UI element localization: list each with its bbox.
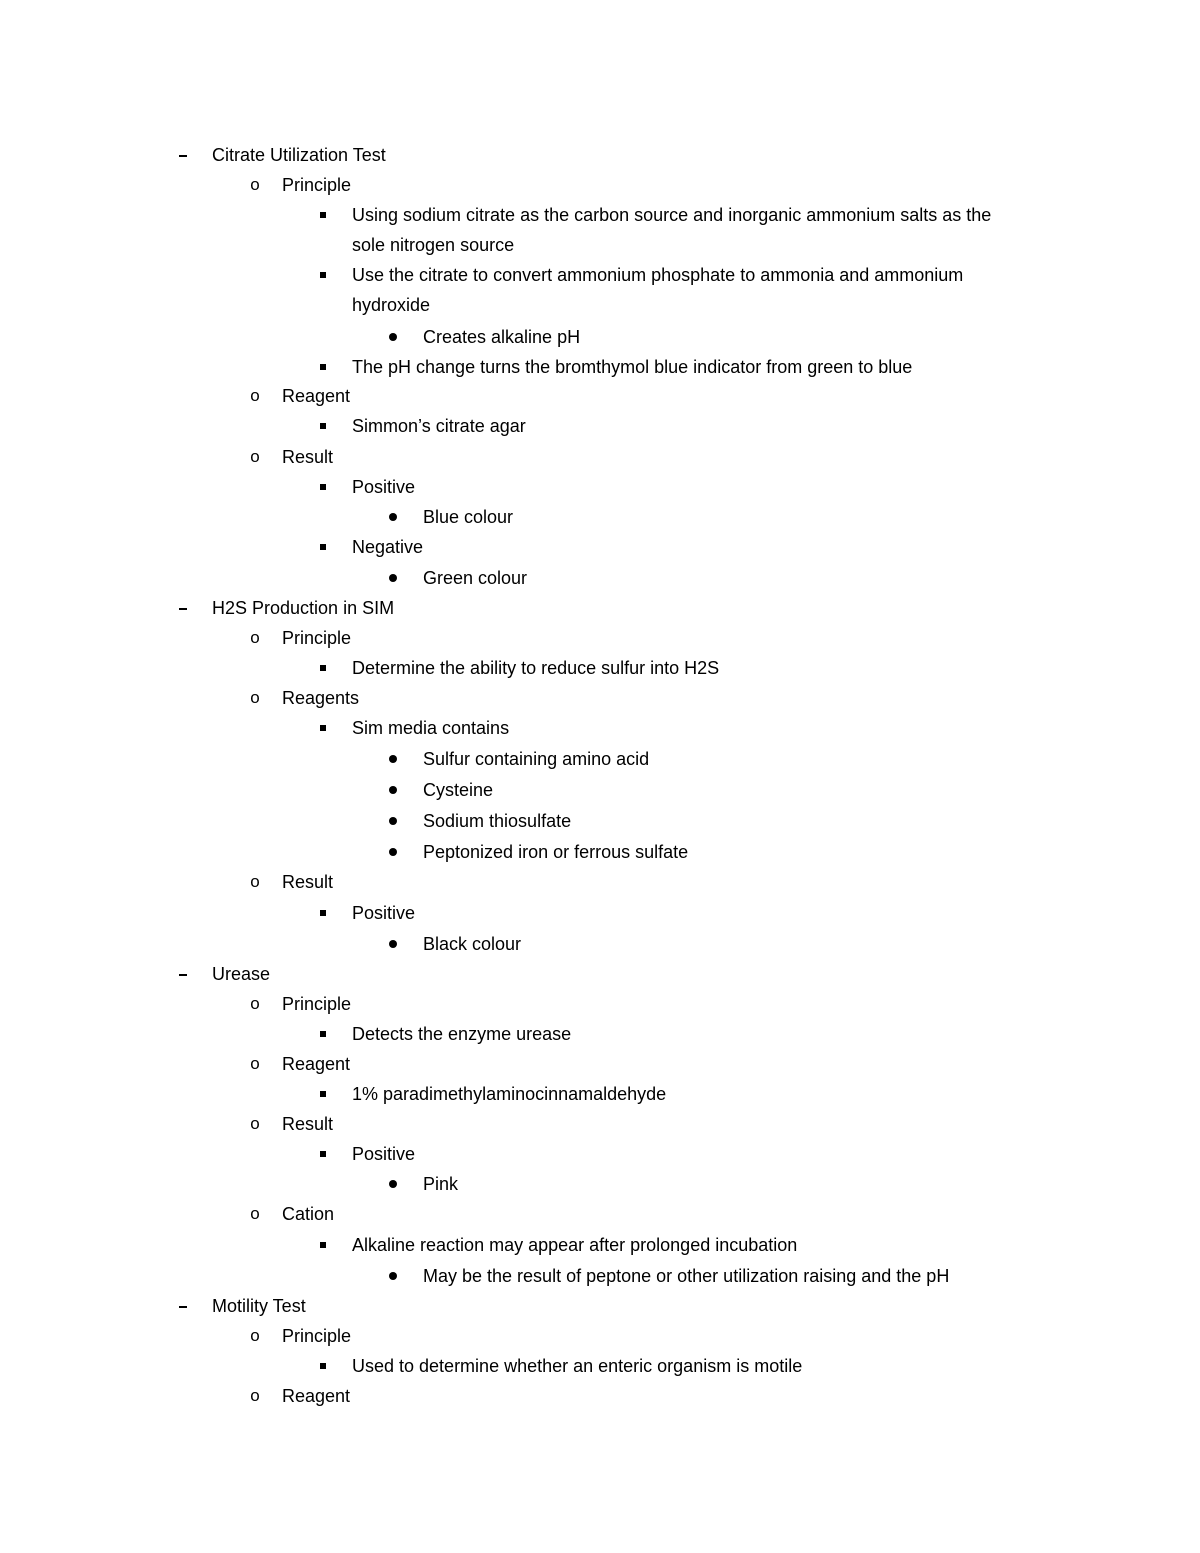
circle-bullet-icon: o xyxy=(250,1326,260,1345)
disc-bullet-icon xyxy=(386,775,400,805)
outline-item-text: Alkaline reaction may appear after prolonged incubation xyxy=(352,1235,798,1255)
outline-item-text: Positive xyxy=(352,477,416,497)
disc-bullet-icon xyxy=(386,929,400,959)
outline-item-text: Principle xyxy=(282,1326,352,1346)
disc-bullet-icon xyxy=(386,322,400,352)
square-bullet-icon xyxy=(316,1079,330,1109)
disc-bullet-icon xyxy=(386,806,400,836)
outline-item-text: Result xyxy=(282,1114,334,1134)
outline-item-text: Blue colour xyxy=(423,507,514,527)
outline-item-text: Cation xyxy=(282,1204,335,1224)
circle-bullet-icon: o xyxy=(250,386,260,405)
outline-item-text: Peptonized iron or ferrous sulfate xyxy=(423,842,689,862)
outline-item-text: Principle xyxy=(282,994,352,1014)
outline-item-text: Simmon’s citrate agar xyxy=(352,416,526,436)
square-bullet-icon xyxy=(316,898,330,928)
outline-item-text: Positive xyxy=(352,1144,416,1164)
disc-bullet-icon xyxy=(386,837,400,867)
outline-item-text: Sodium thiosulfate xyxy=(423,811,572,831)
circle-bullet-icon: o xyxy=(250,628,260,647)
outline-item-text: hydroxide xyxy=(352,295,431,315)
outline-item-text: Principle xyxy=(282,628,352,648)
outline-item-text: The pH change turns the bromthymol blue indicator from green to blue xyxy=(352,357,913,377)
dash-bullet-icon xyxy=(176,1291,190,1321)
outline-item-text: Reagent xyxy=(282,1054,351,1074)
circle-bullet-icon: o xyxy=(250,872,260,891)
outline-item-text: Determine the ability to reduce sulfur into H2S xyxy=(352,658,720,678)
outline-item-text: Sulfur containing amino acid xyxy=(423,749,650,769)
outline-item-text: May be the result of peptone or other utilization raising and the pH xyxy=(423,1266,950,1286)
disc-bullet-icon xyxy=(386,1261,400,1291)
outline-item-text: Reagents xyxy=(282,688,360,708)
outline-item-text: Use the citrate to convert ammonium phosphate to ammonia and ammonium xyxy=(352,265,964,285)
outline-item-text: Sim media contains xyxy=(352,718,510,738)
outline-item-text: Cysteine xyxy=(423,780,494,800)
outline-item-text: Motility Test xyxy=(212,1296,306,1316)
square-bullet-icon xyxy=(316,532,330,562)
circle-bullet-icon: o xyxy=(250,1386,260,1405)
outline-item-text: Result xyxy=(282,872,334,892)
square-bullet-icon xyxy=(316,472,330,502)
disc-bullet-icon xyxy=(386,1169,400,1199)
disc-bullet-icon xyxy=(386,744,400,774)
square-bullet-icon xyxy=(316,1230,330,1260)
outline-item-text: Detects the enzyme urease xyxy=(352,1024,572,1044)
circle-bullet-icon: o xyxy=(250,688,260,707)
dash-bullet-icon xyxy=(176,959,190,989)
circle-bullet-icon: o xyxy=(250,1114,260,1133)
outline-item-text: Principle xyxy=(282,175,352,195)
outline-item-text: Pink xyxy=(423,1174,459,1194)
outline-item-text: Citrate Utilization Test xyxy=(212,145,386,165)
square-bullet-icon xyxy=(316,713,330,743)
outline-item-text: 1% paradimethylaminocinnamaldehyde xyxy=(352,1084,667,1104)
outline-item-text: sole nitrogen source xyxy=(352,235,515,255)
square-bullet-icon xyxy=(316,1019,330,1049)
square-bullet-icon xyxy=(316,352,330,382)
circle-bullet-icon: o xyxy=(250,994,260,1013)
disc-bullet-icon xyxy=(386,563,400,593)
outline-item-text: Used to determine whether an enteric organism is motile xyxy=(352,1356,803,1376)
outline-item-text: Result xyxy=(282,447,334,467)
outline-item-text: Black colour xyxy=(423,934,522,954)
disc-bullet-icon xyxy=(386,502,400,532)
outline-item-text: Using sodium citrate as the carbon source and inorganic ammonium salts as the xyxy=(352,205,992,225)
square-bullet-icon xyxy=(316,411,330,441)
outline-item-text: Reagent xyxy=(282,386,351,406)
outline-item-text: Creates alkaline pH xyxy=(423,327,581,347)
outline-item-text: Negative xyxy=(352,537,424,557)
outline-item-text: Positive xyxy=(352,903,416,923)
outline-item-text: Reagent xyxy=(282,1386,351,1406)
square-bullet-icon xyxy=(316,1139,330,1169)
square-bullet-icon xyxy=(316,200,330,230)
square-bullet-icon xyxy=(316,260,330,290)
outline-item-text: Green colour xyxy=(423,568,528,588)
outline-item-text: Urease xyxy=(212,964,271,984)
circle-bullet-icon: o xyxy=(250,447,260,466)
square-bullet-icon xyxy=(316,653,330,683)
circle-bullet-icon: o xyxy=(250,175,260,194)
dash-bullet-icon xyxy=(176,140,190,170)
outline-item-text: H2S Production in SIM xyxy=(212,598,395,618)
circle-bullet-icon: o xyxy=(250,1054,260,1073)
dash-bullet-icon xyxy=(176,593,190,623)
circle-bullet-icon: o xyxy=(250,1204,260,1223)
square-bullet-icon xyxy=(316,1351,330,1381)
